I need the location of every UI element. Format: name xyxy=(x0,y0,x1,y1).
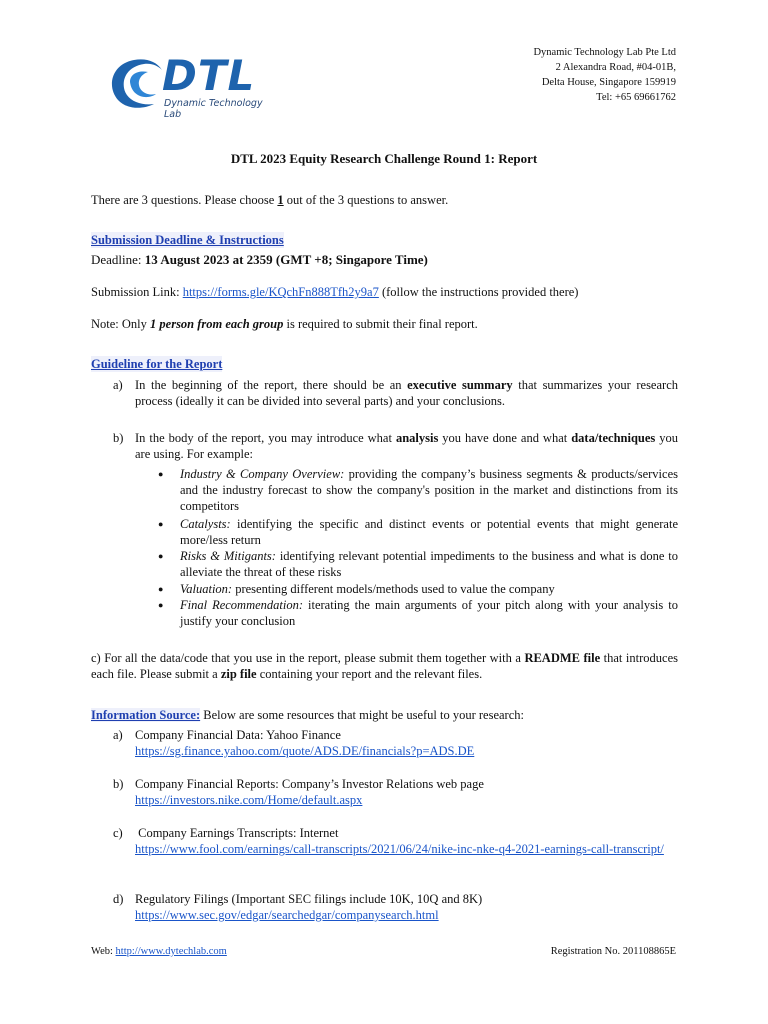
earnings-transcript-link[interactable]: https://www.fool.com/earnings/call-transcripts/2021/06/24/nike-inc-nke-q4-2021-earnings-call-transcript/ xyxy=(135,842,664,856)
submission-link-line: Submission Link: https://forms.gle/KQchFn888Tfh2y9a7 (follow the instructions provided there) xyxy=(91,285,579,299)
address-line: 2 Alexandra Road, #04-01B, xyxy=(555,62,676,73)
sec-edgar-link[interactable]: https://www.sec.gov/edgar/searchedgar/companysearch.html xyxy=(135,908,439,922)
bullet-recommendation: ● Final Recommendation: iterating the main arguments of your pitch along with your analysis to justify your conclusion xyxy=(158,598,678,628)
guideline-item-a: a) In the beginning of the report, there should be an executive summary that summarizes your research process (ideally it can be divided into several parts) and your conclusions. xyxy=(113,378,678,408)
info-line: Information Source: Below are some resources that might be useful to your research: xyxy=(91,708,524,722)
yahoo-finance-link[interactable]: https://sg.finance.yahoo.com/quote/ADS.DE/financials?p=ADS.DE xyxy=(135,744,475,758)
guideline-heading: Guideline for the Report xyxy=(91,357,223,371)
bullet-overview: ● Industry & Company Overview: providing the company’s business segments & products/services and the industry forecast to show the company's position in the market and distinctions from its competitors xyxy=(158,467,678,513)
info-heading: Information Source: xyxy=(91,708,201,722)
intro-text: There are 3 questions. Please choose 1 out of the 3 questions to answer. xyxy=(91,193,449,207)
submission-link[interactable]: https://forms.gle/KQchFn888Tfh2y9a7 xyxy=(182,285,379,299)
note-line: Note: Only 1 person from each group is required to submit their final report. xyxy=(91,317,478,331)
info-item-d: d) Regulatory Filings (Important SEC filings include 10K, 10Q and 8K) https://www.sec.gov/edgar/searchedgar/companysearch.html xyxy=(113,892,483,922)
address-line: Tel: +65 69661762 xyxy=(596,92,676,103)
footer-registration: Registration No. 201108865E xyxy=(550,946,676,957)
submission-heading: Submission Deadline & Instructions xyxy=(91,233,284,247)
footer-web: Web: http://www.dytechlab.com xyxy=(91,946,227,957)
company-address xyxy=(533,45,676,105)
bullet-catalysts: ● Catalysts: identifying the specific and distinct events or potential events that might generate more/less return xyxy=(158,517,678,547)
guideline-item-c: c) For all the data/code that you use in the report, please submit them together with a README file that introduces each file. Please submit a zip file containing your report and the relevant files. xyxy=(91,651,678,681)
investor-relations-link[interactable]: https://investors.nike.com/Home/default.aspx xyxy=(135,793,363,807)
address-line: Delta House, Singapore 159919 xyxy=(541,77,676,88)
bullet-valuation: ● Valuation: presenting different models/methods used to value the company xyxy=(158,582,555,596)
deadline-value: 13 August 2023 at 2359 (GMT +8; Singapore Time) xyxy=(144,252,428,267)
bullet-risks: ● Risks & Mitigants: identifying relevant potential impediments to the business and what is done to alleviate the threat of these risks xyxy=(158,549,678,579)
dtl-logo xyxy=(104,51,274,120)
info-item-b: b) Company Financial Reports: Company’s Investor Relations web page https://investors.nike.com/Home/default.aspx xyxy=(113,777,484,807)
deadline-line: Deadline: 13 August 2023 at 2359 (GMT +8; Singapore Time) xyxy=(91,252,428,267)
address-line: Dynamic Technology Lab Pte Ltd xyxy=(533,47,676,58)
website-link[interactable]: http://www.dytechlab.com xyxy=(115,946,227,957)
logo-text: DTL xyxy=(162,51,256,100)
guideline-item-b: b) In the body of the report, you may introduce what analysis you have done and what data/techniques you are using. For example: xyxy=(113,431,678,461)
document-title: DTL 2023 Equity Research Challenge Round 1: Report xyxy=(230,151,538,166)
info-item-a: a) Company Financial Data: Yahoo Finance https://sg.finance.yahoo.com/quote/ADS.DE/financials?p=ADS.DE xyxy=(113,728,475,758)
info-item-c: c) Company Earnings Transcripts: Internet https://www.fool.com/earnings/call-transcripts/2021/06/24/nike-inc-nke-q4-2021-earnings-call-transcript/ xyxy=(113,825,678,857)
logo-subtitle: Dynamic Technology Lab xyxy=(164,98,263,120)
